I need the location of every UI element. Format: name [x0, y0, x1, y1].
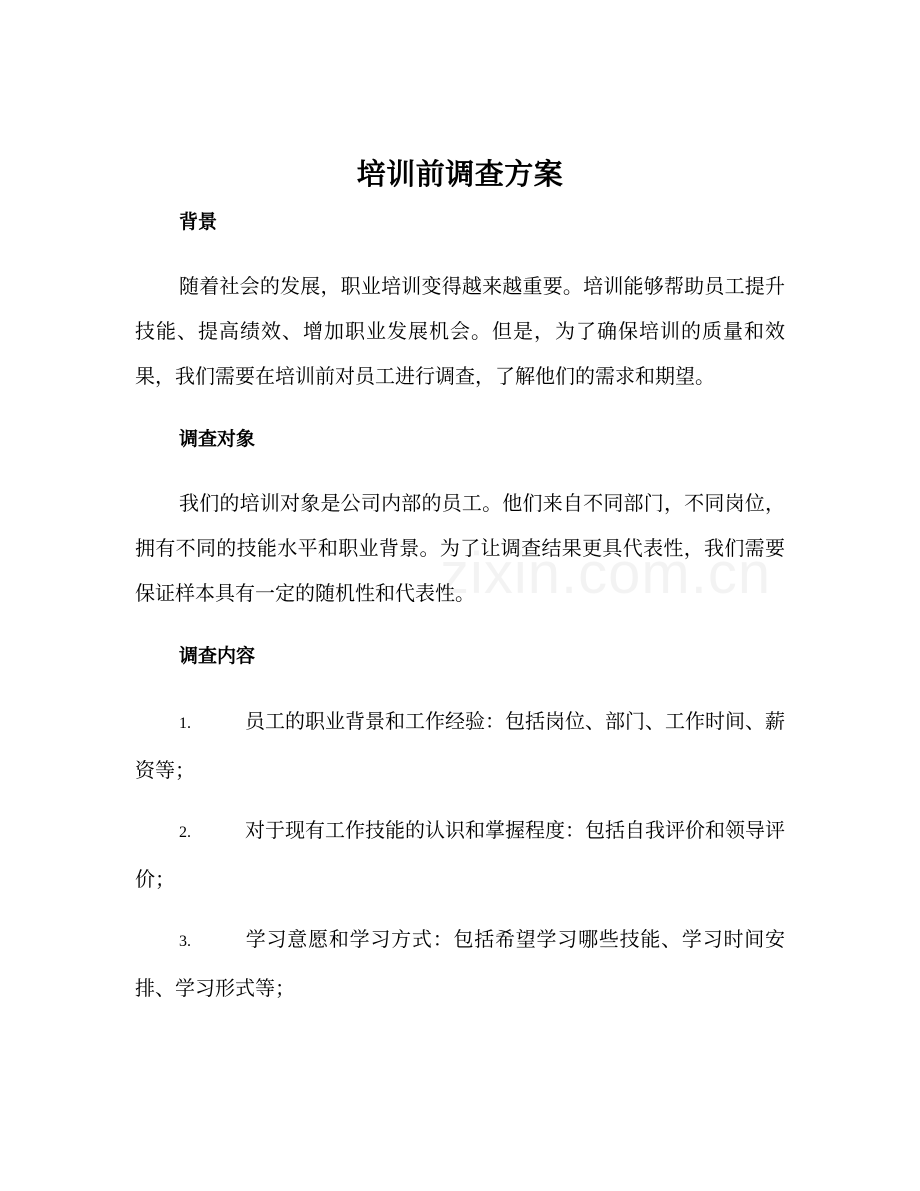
list-item-text: 员工的职业背景和工作经验：包括岗位、部门、工作时间、薪资等； [135, 709, 785, 782]
section-heading-survey-targets: 调查对象 [179, 428, 256, 450]
document-title: 培训前调查方案 [356, 157, 564, 191]
paragraph-survey-targets: 我们的培训对象是公司内部的员工。他们来自不同部门，不同岗位，拥有不同的技能水平和职业背景。为了让调查结果更具代表性，我们需要保证样本具有一定的随机性和代表性。 [135, 491, 785, 605]
paragraph-background: 随着社会的发展，职业培训变得越来越重要。培训能够帮助员工提升技能、提高绩效、增加职业发展机会。但是，为了确保培训的质量和效果，我们需要在培训前对员工进行调查，了解他们的需求和期望。 [135, 274, 785, 388]
list-item-number: 1. [179, 715, 191, 732]
list-item-number: 2. [179, 824, 191, 841]
list-item [135, 807, 785, 902]
list-item-text: 学习意愿和学习方式：包括希望学习哪些技能、学习时间安排、学习形式等； [135, 927, 785, 1000]
list-item [135, 916, 785, 1011]
section-survey-content [135, 640, 785, 1011]
section-heading-survey-content: 调查内容 [179, 645, 256, 667]
list-item [135, 698, 785, 793]
list-item-number: 3. [179, 933, 191, 950]
section-background [135, 206, 785, 399]
document-content [135, 150, 785, 1025]
section-survey-targets [135, 423, 785, 616]
section-heading-background: 背景 [179, 211, 218, 233]
list-item-text: 对于现有工作技能的认识和掌握程度：包括自我评价和领导评价； [135, 818, 785, 891]
